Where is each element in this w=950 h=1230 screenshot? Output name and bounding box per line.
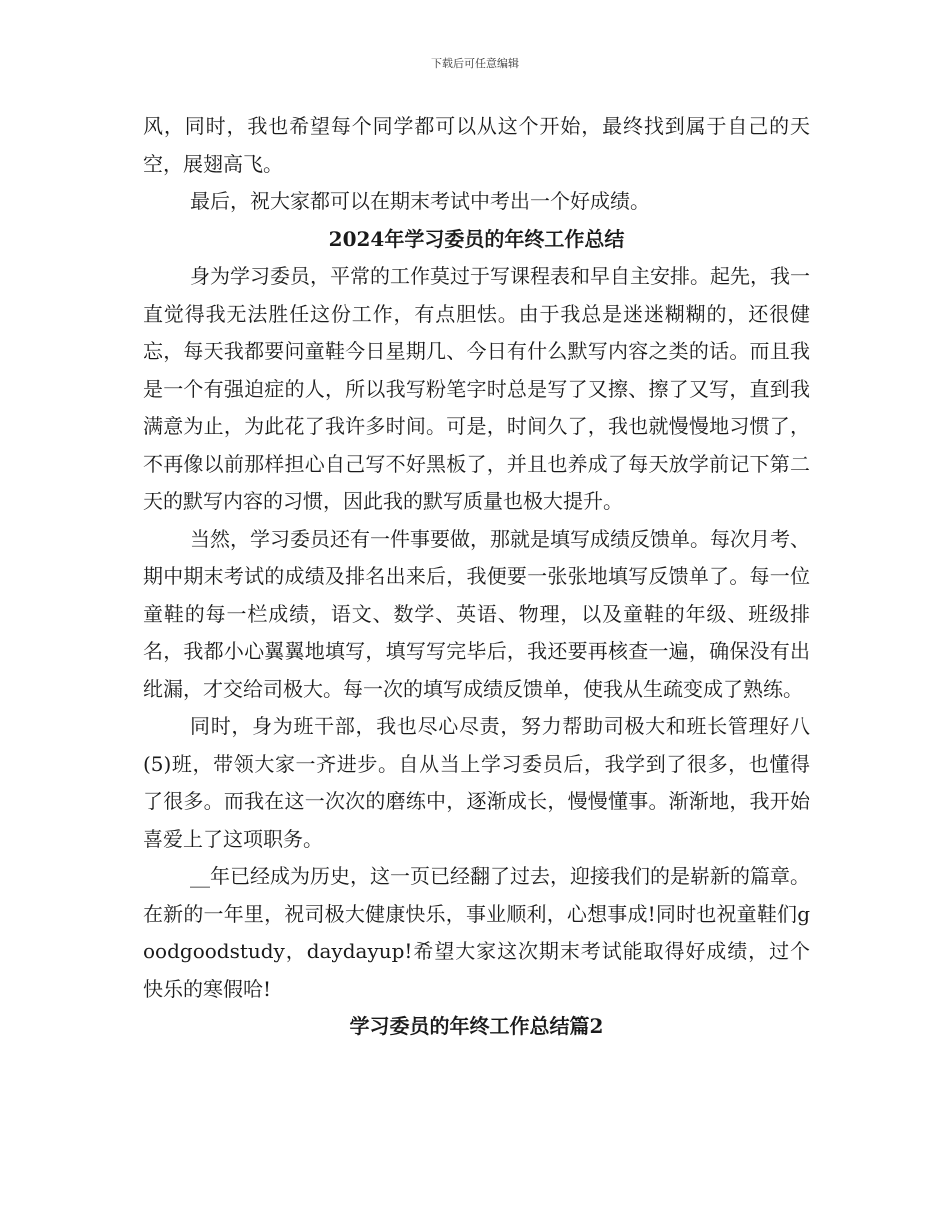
paragraph-closing-wish: 最后，祝大家都可以在期末考试中考出一个好成绩。	[190, 189, 650, 213]
section-title-part-2: 学习委员的年终工作总结篇2	[349, 1014, 604, 1038]
paragraph-continued: 风，同时，我也希望每个同学都可以从这个开始，最终找到属于自己的天空，展翅高飞。	[143, 114, 810, 176]
paragraph-duties: 身为学习委员，平常的工作莫过于写课程表和早自主安排。起先，我一直觉得我无法胜任这份工作，有点胆怯。由于我总是迷迷糊糊的，还很健忘，每天我都要问童鞋今日星期几、今日有什么默写内容之类的话。而且我是一个有强迫症的人，所以我写粉笔字时总是写了又擦、擦了又写，直到我满意为止，为此花了我许多时间。可是，时间久了，我也就慢慢地习惯了，不再像以前那样担心自己写不好黑板了，并且也养成了每天放学前记下第二天的默写内容的习惯，因此我的默写质量也极大提升。	[143, 264, 810, 513]
document-body	[143, 108, 810, 1046]
section-title-2024-summary: 2024年学习委员的年终工作总结	[328, 226, 625, 251]
page-header: 下载后可任意编辑	[431, 57, 519, 70]
paragraph-feedback-forms: 当然，学习委员还有一件事要做，那就是填写成绩反馈单。每次月考、期中期末考试的成绩及排名出来后，我便要一张张地填写反馈单了。每一位童鞋的每一栏成绩，语文、数学、英语、物理，以及童鞋的年级、班级排名，我都小心翼翼地填写，填写写完毕后，我还要再核查一遍，确保没有出纰漏，才交给司极大。每一次的填写成绩反馈单，使我从生疏变成了熟练。	[143, 526, 810, 701]
paragraph-new-year: __年已经成为历史，这一页已经翻了过去，迎接我们的是崭新的篇章。在新的一年里，祝司极大健康快乐，事业顺利，心想事成!同时也祝童鞋们goodgoodstudy，daydayup!希望大家这次期末考试能取得好成绩，过个快乐的寒假哈!	[143, 864, 810, 1001]
paragraph-class-cadre: 同时，身为班干部，我也尽心尽责，努力帮助司极大和班长管理好八(5)班，带领大家一齐进步。自从当上学习委员后，我学到了很多，也懂得了很多。而我在这一次次的磨练中，逐渐成长，慢慢懂事。渐渐地，我开始喜爱上了这项职务。	[143, 714, 810, 851]
